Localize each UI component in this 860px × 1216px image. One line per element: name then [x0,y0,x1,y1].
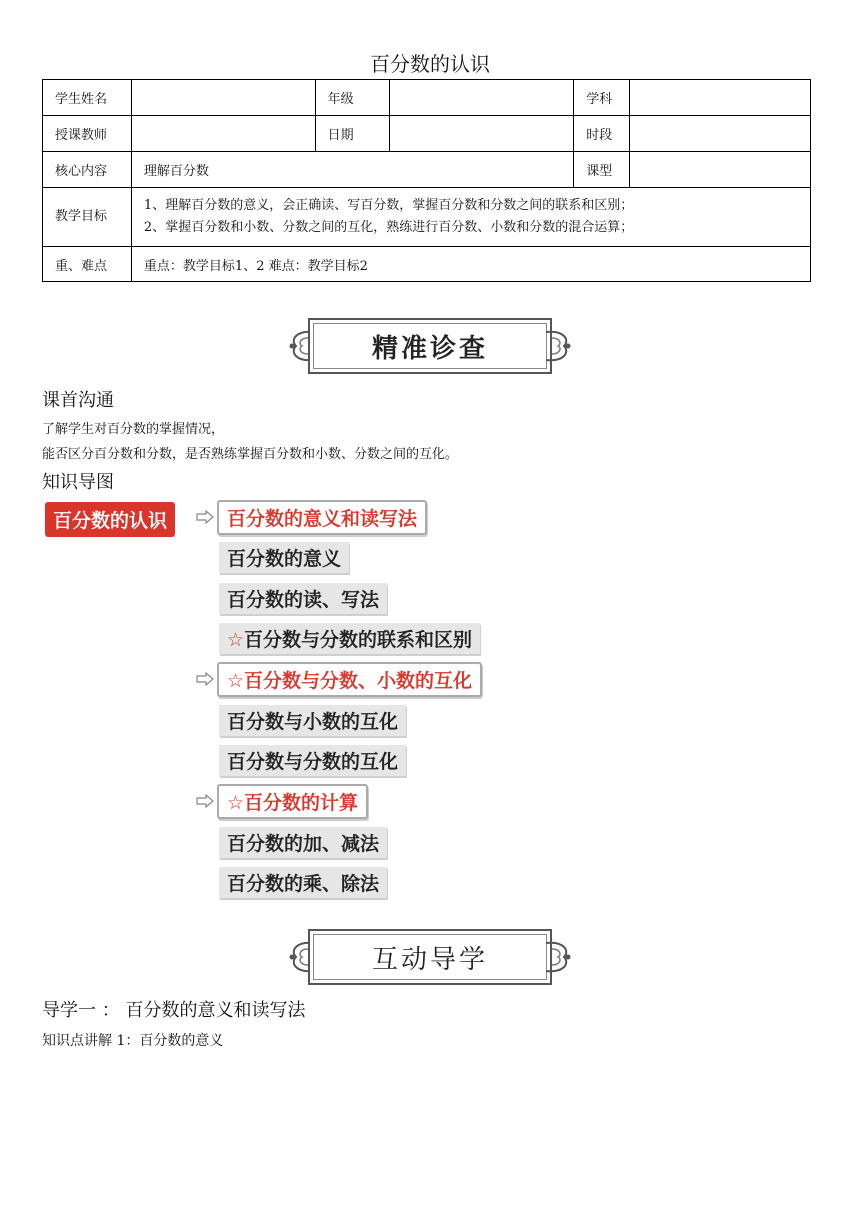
key-value: 重点：教学目标1、2 难点：教学目标2 [131,247,810,282]
subject-label: 学科 [574,80,630,116]
star-icon: ☆ [227,670,245,692]
branch-3-label: 百分数的计算 [244,792,359,814]
mindmap-branch-3 [217,784,368,819]
key-label: 重、难点 [43,247,132,282]
mindmap-root: 百分数的认识 [45,502,175,537]
communication-line-2: 能否区分百分数和分数，是否熟练掌握百分数和小数、分数之间的互化。 [42,447,459,462]
lesson-info-table [42,79,811,282]
mindmap-leaf: 百分数的读、写法 [219,583,387,614]
goal-cell [131,188,810,247]
communication-line-1: 了解学生对百分数的掌握情况， [42,422,225,437]
branch-1-label: 百分数的意义和读写法 [227,508,418,530]
goal-label: 教学目标 [43,188,132,247]
banner-text: 互动导学 [371,944,488,975]
type-label: 课型 [574,152,630,188]
banner-diagnosis [286,312,574,380]
guide-subheading: 知识点讲解 1：百分数的意义 [42,1033,224,1049]
period-cell [630,116,811,152]
mindmap-branch-1 [217,500,427,535]
mindmap-leaf: 百分数与小数的互化 [219,705,406,736]
banner-text: 精准诊查 [371,333,488,364]
grade-label: 年级 [315,80,389,116]
mindmap-branch-2 [217,662,482,697]
star-icon: ☆ [227,792,245,814]
date-cell [389,116,574,152]
type-cell [630,152,811,188]
goal-2: 2、掌握百分数和小数、分数之间的互化，熟练进行百分数、小数和分数的混合运算； [143,220,634,235]
arrow-right-icon [196,794,214,808]
student-name-label: 学生姓名 [43,80,132,116]
mindmap-leaf: 百分数的乘、除法 [219,867,387,898]
date-label: 日期 [315,116,389,152]
communication-heading: 课首沟通 [42,390,114,411]
goal-1: 1、理解百分数的意义，会正确读、写百分数，掌握百分数和分数之间的联系和区别； [143,198,634,213]
branch-2-label: 百分数与分数、小数的互化 [244,670,473,692]
core-value: 理解百分数 [131,152,573,188]
subject-cell [630,80,811,116]
leaf-label: 百分数与分数的联系和区别 [244,629,473,651]
teacher-label: 授课教师 [43,116,132,152]
grade-cell [389,80,574,116]
student-name-cell [131,80,315,116]
period-label: 时段 [574,116,630,152]
arrow-right-icon [196,672,214,686]
mindmap-leaf: 百分数的加、减法 [219,827,387,858]
teacher-cell [131,116,315,152]
star-icon: ☆ [227,629,245,651]
mindmap-heading: 知识导图 [42,472,114,493]
mindmap-leaf [219,623,480,654]
mindmap-leaf: 百分数的意义 [219,542,349,573]
mindmap-leaf: 百分数与分数的互化 [219,745,406,776]
guide-heading: 导学一 ： 百分数的意义和读写法 [42,1000,306,1021]
page-title: 百分数的认识 [370,52,490,76]
arrow-right-icon [196,510,214,524]
banner-interactive [286,923,574,991]
core-label: 核心内容 [43,152,132,188]
